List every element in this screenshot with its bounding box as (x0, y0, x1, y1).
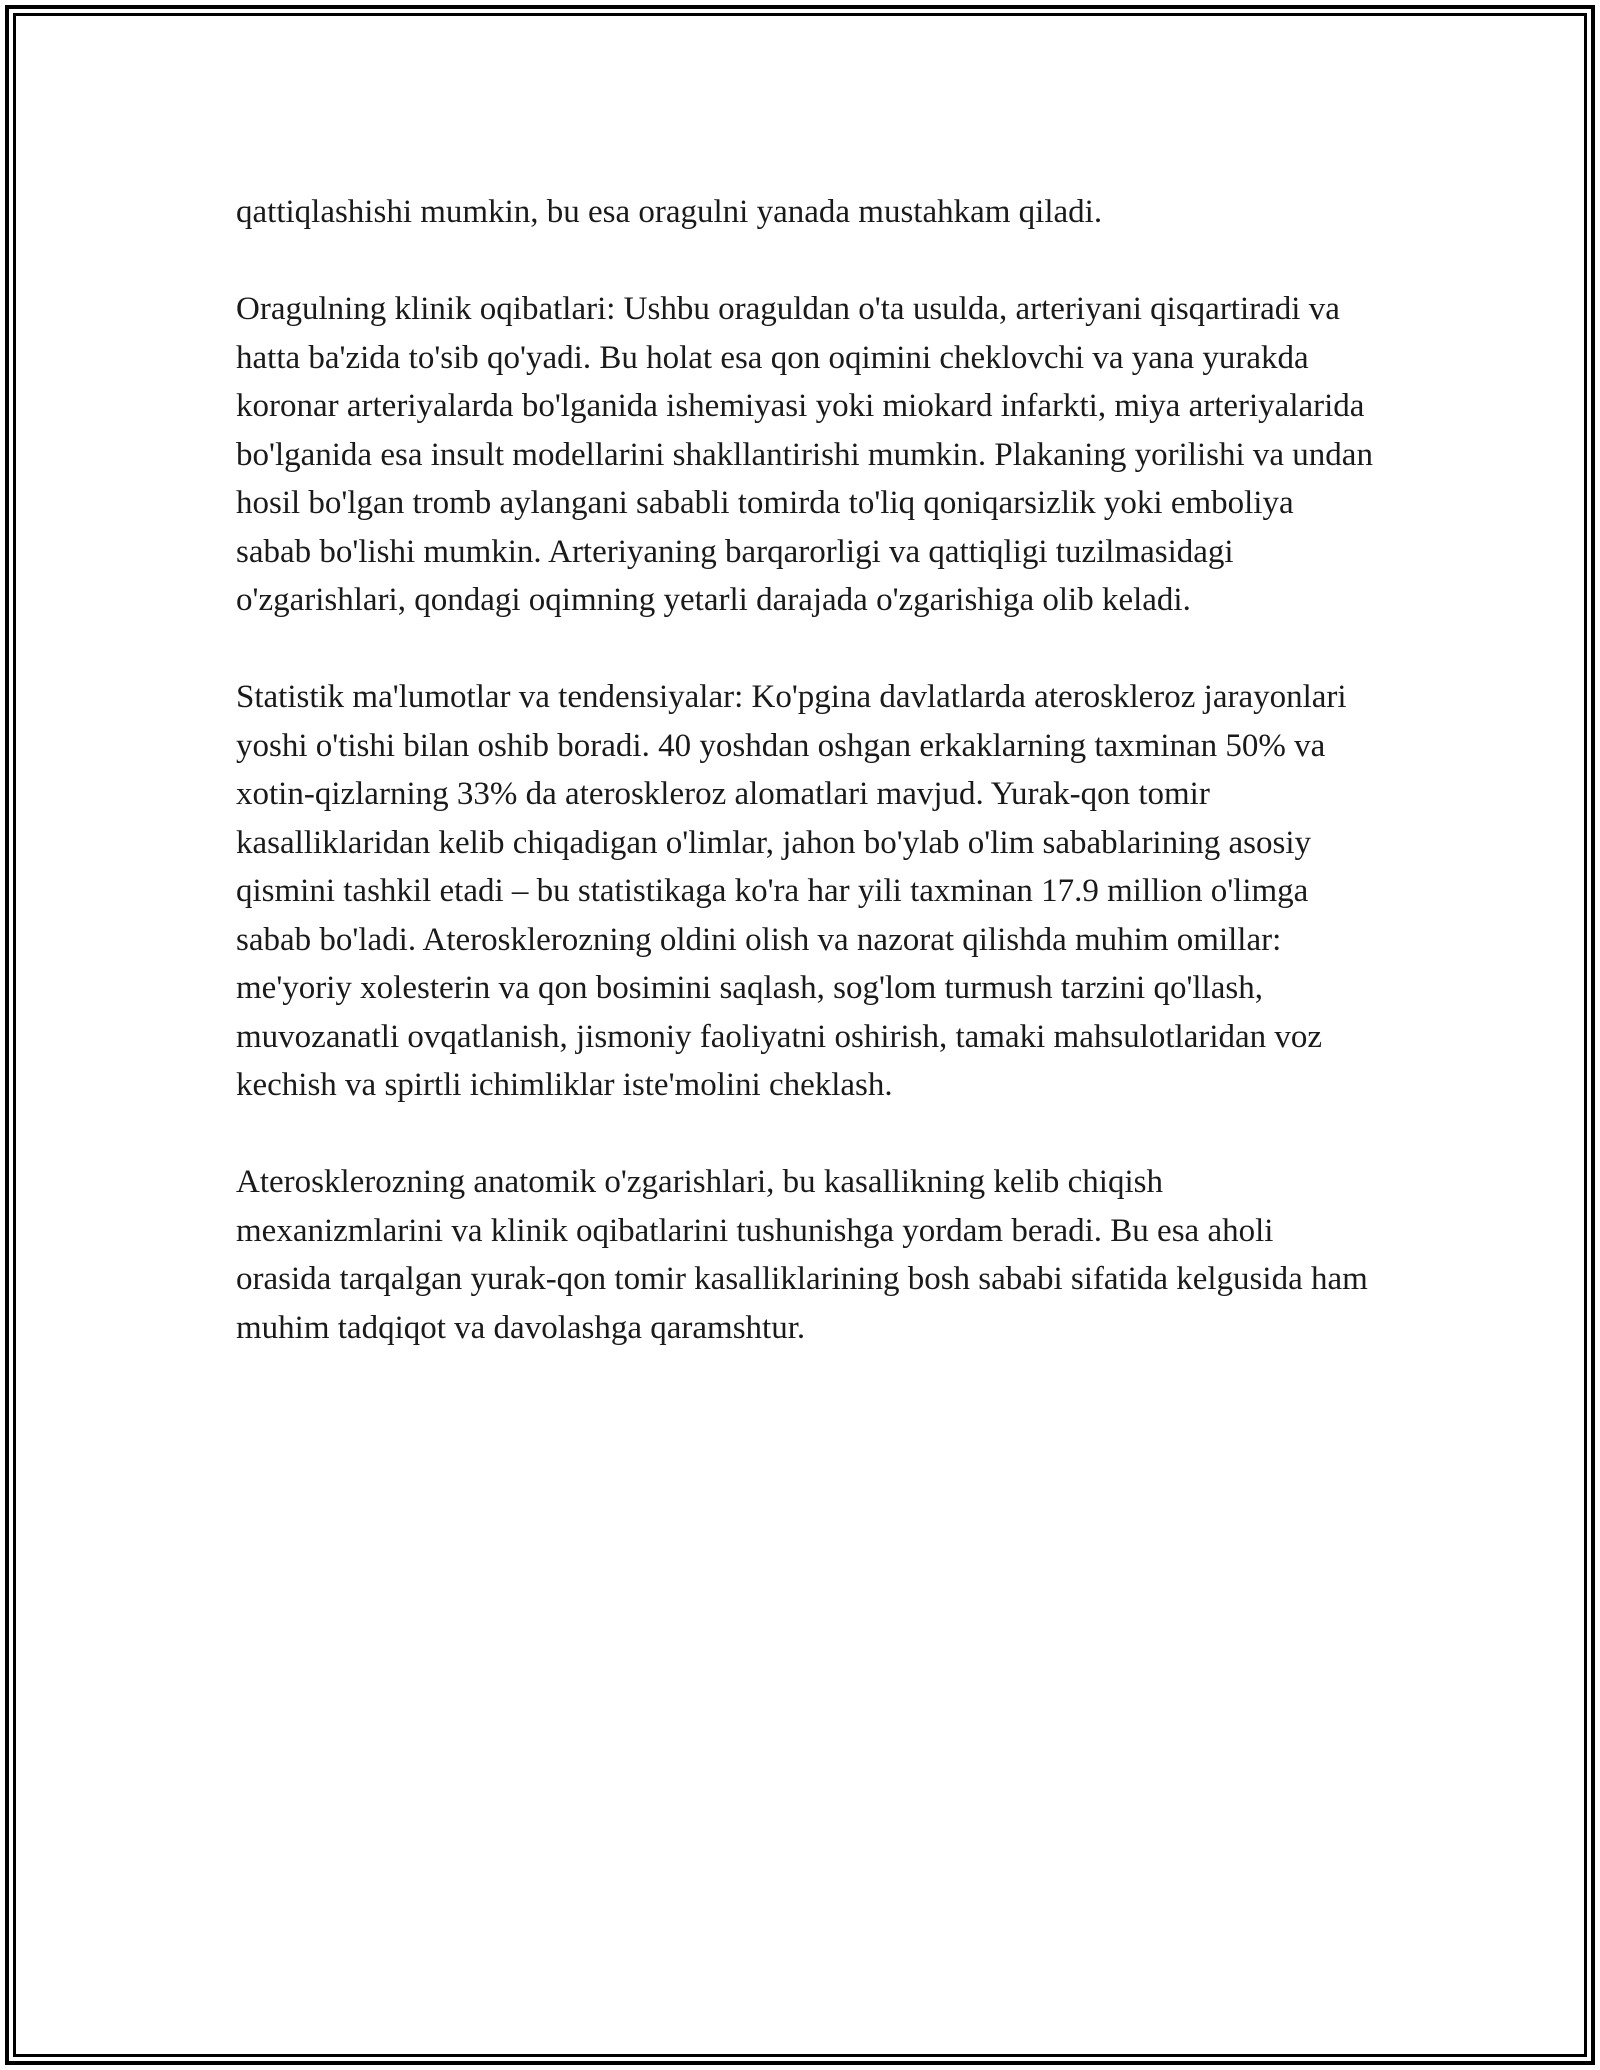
document-body (236, 188, 1376, 1352)
paragraph-clinical-consequences: Oragulning klinik oqibatlari: Ushbu oraguldan o'ta usulda, arteriyani qisqartiradi va hatta ba'zida to'sib qo'yadi. Bu holat esa qon oqimini cheklovchi va yana yurakda koronar arteriyalarda bo'lganida ishemiyasi yoki miokard infarkti, miya arteriyalarida bo'lganida esa insult modellarini shakllantirishi mumkin. Plakaning yorilishi va undan hosil bo'lgan tromb aylangani sababli tomirda to'liq qoniqarsizlik yoki emboliya sabab bo'lishi mumkin. Arteriyaning barqarorligi va qattiqligi tuzilmasidagi o'zgarishlari, qondagi oqimning yetarli darajada o'zgarishiga olib keladi. (236, 291, 1373, 618)
paragraph-continuation: qattiqlashishi mumkin, bu esa oragulni yanada mustahkam qiladi. (236, 194, 1103, 230)
paragraph-conclusion: Aterosklerozning anatomik o'zgarishlari, bu kasallikning kelib chiqish mexanizmlarini va klinik oqibatlarini tushunishga yordam beradi. Bu esa aholi orasida tarqalgan yurak-qon tomir kasalliklarining bosh sababi sifatida kelgusida ham muhim tadqiqot va davolashga qaramshtur. (236, 1164, 1368, 1346)
paragraph-statistics: Statistik ma'lumotlar va tendensiyalar: Ko'pgina davlatlarda ateroskleroz jarayonlari yoshi o'tishi bilan oshib boradi. 40 yoshdan oshgan erkaklarning taxminan 50% va xotin-qizlarning 33% da ateroskleroz alomatlari mavjud. Yurak-qon tomir kasalliklaridan kelib chiqadigan o'limlar, jahon bo'ylab o'lim sabablarining asosiy qismini tashkil etadi – bu statistikaga ko'ra har yili taxminan 17.9 million o'limga sabab bo'ladi. Aterosklerozning oldini olish va nazorat qilishda muhim omillar: me'yoriy xolesterin va qon bosimini saqlash, sog'lom turmush tarzini qo'llash, muvozanatli ovqatlanish, jismoniy faoliyatni oshirish, tamaki mahsulotlaridan voz kechish va spirtli ichimliklar iste'molini cheklash. (236, 679, 1347, 1103)
